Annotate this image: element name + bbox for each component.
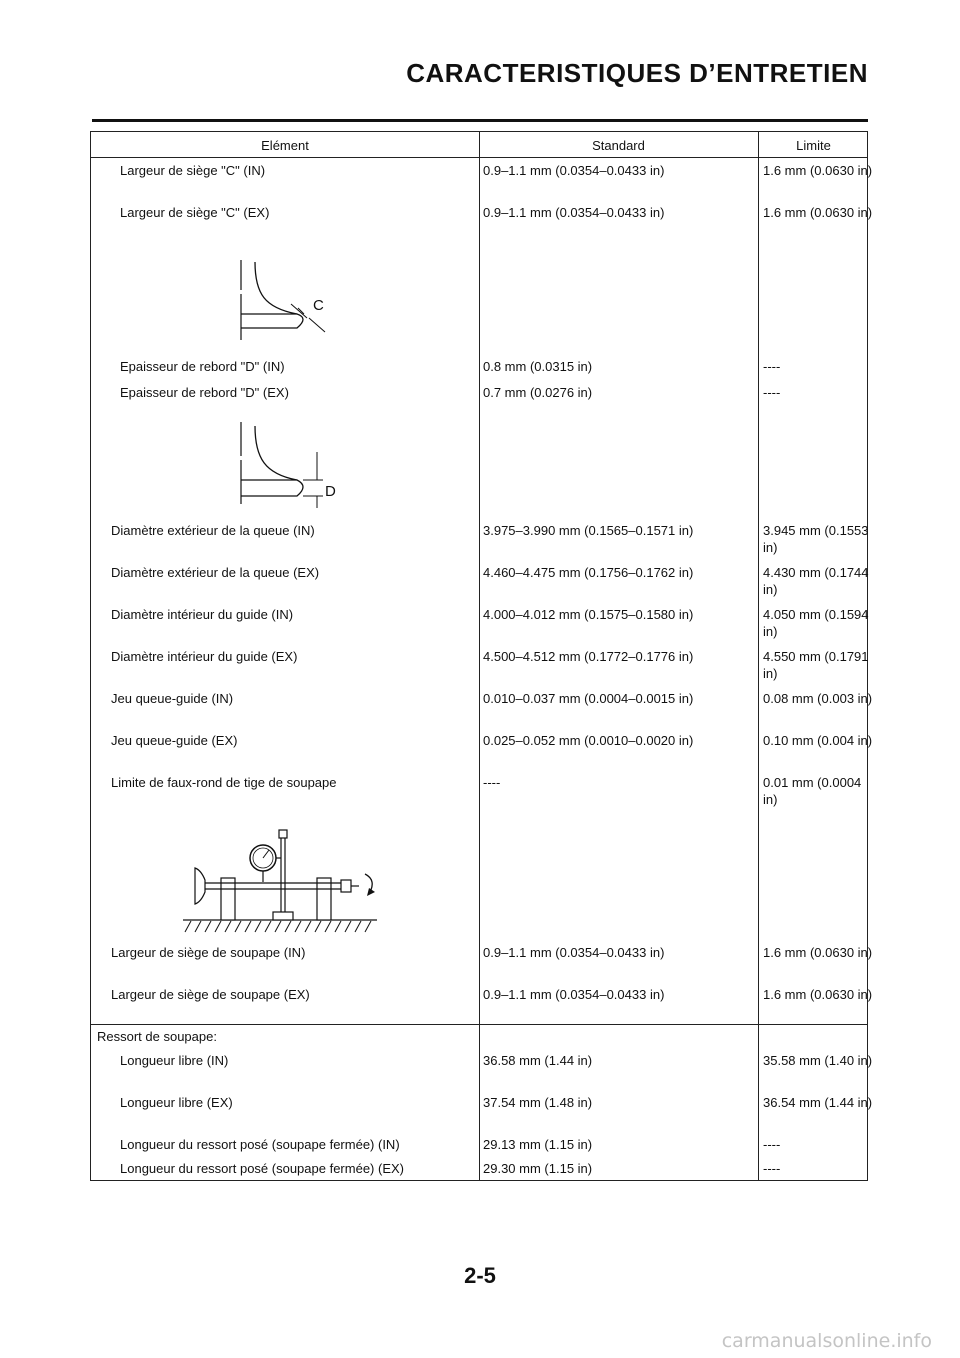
row-limit: ----	[763, 385, 781, 400]
row-item: Diamètre intérieur du guide (EX)	[111, 649, 298, 664]
row-item: Largeur de siège de soupape (IN)	[111, 945, 306, 960]
row-standard: 4.500–4.512 mm (0.1772–0.1776 in)	[483, 649, 694, 664]
row-item: Largeur de siège "C" (EX)	[120, 205, 270, 220]
row-limit: 1.6 mm (0.0630 in)	[763, 945, 873, 960]
row-limit: 35.58 mm (1.40 in)	[763, 1053, 873, 1068]
group-divider	[91, 1024, 867, 1025]
row-limit: ----	[763, 1137, 781, 1152]
row-standard: 0.010–0.037 mm (0.0004–0.0015 in)	[483, 691, 694, 706]
row-limit: 0.10 mm (0.004 in)	[763, 733, 873, 748]
row-standard: 0.025–0.052 mm (0.0010–0.0020 in)	[483, 733, 694, 748]
row-item: Largeur de siège "C" (IN)	[120, 163, 266, 178]
row-standard: 29.30 mm (1.15 in)	[483, 1161, 593, 1176]
row-standard: 4.460–4.475 mm (0.1756–0.1762 in)	[483, 565, 694, 580]
row-standard: 4.000–4.012 mm (0.1575–0.1580 in)	[483, 607, 694, 622]
row-standard: ----	[483, 775, 501, 790]
row-item: Longueur libre (EX)	[120, 1095, 233, 1110]
valve-margin-thickness-figure	[237, 418, 347, 508]
row-limit: 1.6 mm (0.0630 in)	[763, 205, 873, 220]
row-standard: 3.975–3.990 mm (0.1565–0.1571 in)	[483, 523, 694, 538]
column-divider	[479, 132, 480, 1180]
row-limit: 1.6 mm (0.0630 in)	[763, 163, 873, 178]
row-standard: 0.9–1.1 mm (0.0354–0.0433 in)	[483, 945, 665, 960]
row-item: Largeur de siège de soupape (EX)	[111, 987, 310, 1002]
header-item: Elément	[261, 138, 309, 153]
row-item: Longueur libre (IN)	[120, 1053, 229, 1068]
header-divider	[91, 157, 867, 158]
row-limit: ----	[763, 359, 781, 374]
row-item: Diamètre extérieur de la queue (EX)	[111, 565, 320, 580]
row-standard: 29.13 mm (1.15 in)	[483, 1137, 593, 1152]
row-item: Epaisseur de rebord "D" (IN)	[120, 359, 285, 374]
label-c: C	[313, 297, 324, 314]
row-limit: 1.6 mm (0.0630 in)	[763, 987, 873, 1002]
row-limit: 4.050 mm (0.1594 in)	[763, 607, 869, 639]
column-divider	[758, 132, 759, 1180]
header-standard: Standard	[592, 138, 645, 153]
row-item: Diamètre intérieur du guide (IN)	[111, 607, 294, 622]
header-limit: Limite	[796, 138, 831, 153]
page-number: 2-5	[464, 1263, 496, 1288]
group-heading-valve-spring: Ressort de soupape:	[97, 1029, 217, 1044]
row-limit: 4.550 mm (0.1791 in)	[763, 649, 869, 681]
row-item: Limite de faux-rond de tige de soupape	[111, 775, 337, 790]
spec-table	[90, 131, 873, 1181]
row-item: Longueur du ressort posé (soupape fermée) (EX)	[120, 1161, 404, 1176]
row-item: Epaisseur de rebord "D" (EX)	[120, 385, 289, 400]
row-standard: 0.9–1.1 mm (0.0354–0.0433 in)	[483, 205, 665, 220]
row-standard: 0.9–1.1 mm (0.0354–0.0433 in)	[483, 163, 665, 178]
row-limit: 0.08 mm (0.003 in)	[763, 691, 873, 706]
page-title: CARACTERISTIQUES D’ENTRETIEN	[406, 58, 868, 88]
row-standard: 37.54 mm (1.48 in)	[483, 1095, 593, 1110]
row-limit: 36.54 mm (1.44 in)	[763, 1095, 873, 1110]
row-item: Jeu queue-guide (IN)	[111, 691, 234, 706]
row-standard: 0.9–1.1 mm (0.0354–0.0433 in)	[483, 987, 665, 1002]
watermark: carmanualsonline.info	[721, 1330, 932, 1352]
row-limit: 0.01 mm (0.0004 in)	[763, 775, 862, 807]
row-limit: 3.945 mm (0.1553 in)	[763, 523, 869, 555]
row-limit: ----	[763, 1161, 781, 1176]
title-rule	[92, 119, 868, 122]
row-limit: 4.430 mm (0.1744 in)	[763, 565, 869, 597]
row-standard: 36.58 mm (1.44 in)	[483, 1053, 593, 1068]
valve-seat-width-figure	[237, 256, 343, 346]
row-item: Diamètre extérieur de la queue (IN)	[111, 523, 315, 538]
row-item: Jeu queue-guide (EX)	[111, 733, 238, 748]
row-standard: 0.8 mm (0.0315 in)	[483, 359, 593, 374]
row-standard: 0.7 mm (0.0276 in)	[483, 385, 593, 400]
stem-runout-measurement-figure	[181, 822, 381, 934]
label-d: D	[325, 483, 336, 500]
row-item: Longueur du ressort posé (soupape fermée) (IN)	[120, 1137, 400, 1152]
